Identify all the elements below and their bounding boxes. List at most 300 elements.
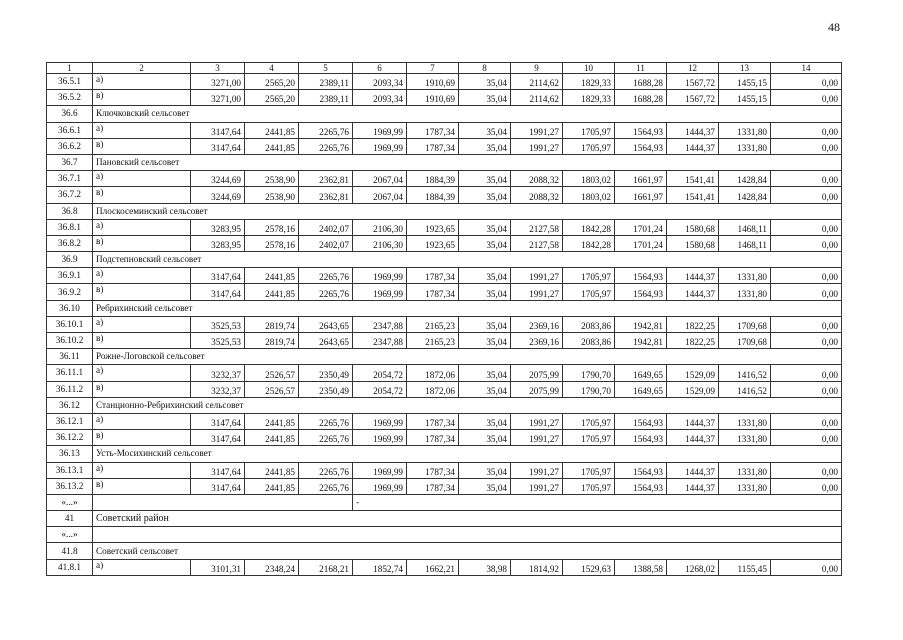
column-number: 13 — [719, 63, 771, 74]
row-subitem: в) — [93, 187, 191, 203]
value-cell: 1787,34 — [407, 122, 459, 138]
row-code: 36.8.2 — [47, 235, 93, 251]
value-cell: 1991,27 — [511, 462, 563, 478]
value-cell: 1705,97 — [563, 430, 615, 446]
value-cell: 1580,68 — [667, 235, 719, 251]
value-cell: 0,00 — [771, 430, 842, 446]
value-cell: 1969,99 — [353, 284, 407, 300]
table-row — [47, 187, 842, 203]
row-code: «...» — [47, 494, 93, 510]
value-cell: 1331,80 — [719, 478, 771, 494]
value-cell: 2389,11 — [299, 90, 353, 106]
value-cell: 1923,65 — [407, 235, 459, 251]
row-code: 36.7.2 — [47, 187, 93, 203]
value-cell: 2054,72 — [353, 381, 407, 397]
value-cell: 1787,34 — [407, 413, 459, 429]
value-cell: 35,04 — [459, 90, 511, 106]
value-cell: 2347,88 — [353, 316, 407, 332]
value-cell: 1331,80 — [719, 413, 771, 429]
value-cell: 3147,64 — [191, 268, 245, 284]
value-cell: 2578,16 — [245, 235, 299, 251]
row-subitem: в) — [93, 90, 191, 106]
value-cell: 3147,64 — [191, 138, 245, 154]
row-subitem: а) — [93, 219, 191, 235]
value-cell: 1388,58 — [615, 559, 667, 575]
table-row — [47, 138, 842, 154]
column-number: 1 — [47, 63, 93, 74]
row-subitem: а) — [93, 462, 191, 478]
value-cell: 2362,81 — [299, 171, 353, 187]
section-label: Станционно-Ребрихинский сельсовет — [93, 397, 842, 413]
value-cell: 1564,93 — [615, 478, 667, 494]
value-cell: 2265,76 — [299, 462, 353, 478]
value-cell: 1969,99 — [353, 462, 407, 478]
value-cell: 1331,80 — [719, 268, 771, 284]
value-cell: 0,00 — [771, 365, 842, 381]
value-cell: 1884,39 — [407, 171, 459, 187]
value-cell: 1268,02 — [667, 559, 719, 575]
value-cell: 2088,32 — [511, 187, 563, 203]
section-label: Ключковский сельсовет — [93, 106, 842, 122]
value-cell: 1842,28 — [563, 219, 615, 235]
value-cell: 3147,64 — [191, 122, 245, 138]
value-cell: 0,00 — [771, 381, 842, 397]
value-cell: 35,04 — [459, 365, 511, 381]
value-cell: 1787,34 — [407, 462, 459, 478]
value-cell: 1688,28 — [615, 74, 667, 90]
value-cell: 1529,63 — [563, 559, 615, 575]
table-row — [47, 268, 842, 284]
row-code: 36.13 — [47, 446, 93, 462]
value-cell: 1580,68 — [667, 219, 719, 235]
value-cell: 2402,07 — [299, 219, 353, 235]
table-row — [47, 219, 842, 235]
value-cell: 1564,93 — [615, 284, 667, 300]
value-cell: 1564,93 — [615, 430, 667, 446]
value-cell: 1872,06 — [407, 365, 459, 381]
value-cell: 1416,52 — [719, 381, 771, 397]
section-row — [47, 543, 842, 559]
section-label — [93, 494, 353, 510]
value-cell: 1468,11 — [719, 235, 771, 251]
column-number: 10 — [563, 63, 615, 74]
value-cell: 2075,99 — [511, 365, 563, 381]
value-cell: 1662,21 — [407, 559, 459, 575]
row-code: «...» — [47, 527, 93, 543]
value-cell: 1428,84 — [719, 187, 771, 203]
row-subitem: а) — [93, 365, 191, 381]
column-number: 7 — [407, 63, 459, 74]
row-code: 36.10.1 — [47, 316, 93, 332]
value-cell: 1991,27 — [511, 478, 563, 494]
value-cell: 1444,37 — [667, 138, 719, 154]
table-row — [47, 365, 842, 381]
section-row — [47, 397, 842, 413]
value-cell: 1709,68 — [719, 316, 771, 332]
value-cell: 2369,16 — [511, 316, 563, 332]
column-number-row — [47, 63, 842, 74]
value-cell: 1991,27 — [511, 430, 563, 446]
section-row — [47, 203, 842, 219]
value-cell: 1787,34 — [407, 284, 459, 300]
value-cell: 3525,53 — [191, 333, 245, 349]
value-cell: 1564,93 — [615, 122, 667, 138]
table-row — [47, 90, 842, 106]
row-code: 36.6.2 — [47, 138, 93, 154]
value-cell: 2114,62 — [511, 74, 563, 90]
value-cell: 1910,69 — [407, 90, 459, 106]
value-cell: 2538,90 — [245, 171, 299, 187]
section-row — [47, 252, 842, 268]
value-cell: 1991,27 — [511, 138, 563, 154]
column-number: 8 — [459, 63, 511, 74]
row-subitem: а) — [93, 316, 191, 332]
value-cell: 1705,97 — [563, 268, 615, 284]
value-cell: 0,00 — [771, 478, 842, 494]
section-label — [93, 527, 842, 543]
value-cell: 1814,92 — [511, 559, 563, 575]
value-cell: 1661,97 — [615, 171, 667, 187]
value-cell: 2441,85 — [245, 462, 299, 478]
value-cell: 2265,76 — [299, 268, 353, 284]
value-cell: 35,04 — [459, 74, 511, 90]
value-cell: 1803,02 — [563, 171, 615, 187]
row-subitem: в) — [93, 333, 191, 349]
value-cell: 3147,64 — [191, 478, 245, 494]
row-code: 36.11.1 — [47, 365, 93, 381]
value-cell: 2114,62 — [511, 90, 563, 106]
value-cell: 2362,81 — [299, 187, 353, 203]
row-code: 36.10 — [47, 300, 93, 316]
value-cell: 2643,65 — [299, 316, 353, 332]
value-cell: 1444,37 — [667, 284, 719, 300]
value-cell: 0,00 — [771, 316, 842, 332]
value-cell: 35,04 — [459, 333, 511, 349]
row-subitem: а) — [93, 268, 191, 284]
row-code: 36.11 — [47, 349, 93, 365]
value-cell: 2075,99 — [511, 381, 563, 397]
section-label: Ребрихинский сельсовет — [93, 300, 842, 316]
value-cell: 0,00 — [771, 284, 842, 300]
column-number: 3 — [191, 63, 245, 74]
value-cell: 1564,93 — [615, 462, 667, 478]
value-cell: 35,04 — [459, 122, 511, 138]
value-cell: 1567,72 — [667, 90, 719, 106]
table-row — [47, 413, 842, 429]
value-cell: 2088,32 — [511, 171, 563, 187]
value-cell: 1969,99 — [353, 122, 407, 138]
value-cell: 35,04 — [459, 430, 511, 446]
row-subitem: в) — [93, 430, 191, 446]
value-cell: 2538,90 — [245, 187, 299, 203]
value-cell: 2093,34 — [353, 74, 407, 90]
value-cell: 1649,65 — [615, 365, 667, 381]
row-code: 36.9.1 — [47, 268, 93, 284]
value-cell: 1688,28 — [615, 90, 667, 106]
value-cell: 2083,86 — [563, 333, 615, 349]
value-cell: 35,04 — [459, 316, 511, 332]
value-cell: 35,04 — [459, 462, 511, 478]
value-cell: 3147,64 — [191, 462, 245, 478]
column-number: 12 — [667, 63, 719, 74]
value-cell: 1155,45 — [719, 559, 771, 575]
value-cell: 1455,15 — [719, 74, 771, 90]
value-cell: 1564,93 — [615, 138, 667, 154]
table-row — [47, 478, 842, 494]
row-subitem: а) — [93, 171, 191, 187]
value-cell: 1701,24 — [615, 235, 667, 251]
section-label: Советский район — [93, 511, 842, 527]
value-cell: 1969,99 — [353, 430, 407, 446]
tariff-table — [46, 62, 842, 576]
column-number: 9 — [511, 63, 563, 74]
value-cell: 3147,64 — [191, 413, 245, 429]
value-cell: 2265,76 — [299, 430, 353, 446]
table-row — [47, 74, 842, 90]
value-cell: 1872,06 — [407, 381, 459, 397]
value-cell: 3283,95 — [191, 235, 245, 251]
value-cell: 2054,72 — [353, 365, 407, 381]
value-cell: 0,00 — [771, 138, 842, 154]
value-cell: 1444,37 — [667, 462, 719, 478]
value-cell: 3244,69 — [191, 171, 245, 187]
table-row — [47, 284, 842, 300]
value-cell: 35,04 — [459, 478, 511, 494]
value-cell: 3271,00 — [191, 90, 245, 106]
ellipsis-row — [47, 527, 842, 543]
value-cell: 1709,68 — [719, 333, 771, 349]
row-code: 41.8 — [47, 543, 93, 559]
value-cell: 1923,65 — [407, 219, 459, 235]
table-row — [47, 559, 842, 575]
value-cell: 2526,57 — [245, 381, 299, 397]
value-cell: 1991,27 — [511, 413, 563, 429]
value-cell: 0,00 — [771, 171, 842, 187]
value-cell: 1829,33 — [563, 90, 615, 106]
value-cell: 2565,20 — [245, 90, 299, 106]
value-cell: 3101,31 — [191, 559, 245, 575]
value-cell: 1416,52 — [719, 365, 771, 381]
row-code: 36.12.2 — [47, 430, 93, 446]
value-cell: 1331,80 — [719, 138, 771, 154]
row-code: 36.11.2 — [47, 381, 93, 397]
value-cell: 1942,81 — [615, 333, 667, 349]
row-subitem: в) — [93, 284, 191, 300]
value-cell: 2441,85 — [245, 284, 299, 300]
value-cell: 1444,37 — [667, 268, 719, 284]
value-cell: 1541,41 — [667, 171, 719, 187]
value-cell: 2441,85 — [245, 430, 299, 446]
value-cell: 3244,69 — [191, 187, 245, 203]
row-subitem: а) — [93, 74, 191, 90]
row-code: 36.7.1 — [47, 171, 93, 187]
value-cell: 3271,00 — [191, 74, 245, 90]
section-row — [47, 349, 842, 365]
value-cell: 1331,80 — [719, 462, 771, 478]
section-label: Усть-Мосихинский сельсовет — [93, 446, 842, 462]
value-cell: 1564,93 — [615, 268, 667, 284]
row-code: 36.9 — [47, 252, 93, 268]
value-cell: 3147,64 — [191, 284, 245, 300]
value-cell: 1842,28 — [563, 235, 615, 251]
ellipsis-row — [47, 494, 842, 510]
section-row — [47, 154, 842, 170]
value-cell: 3232,37 — [191, 365, 245, 381]
value-cell: 2350,49 — [299, 365, 353, 381]
value-cell: 2819,74 — [245, 333, 299, 349]
row-code: 36.6 — [47, 106, 93, 122]
column-number: 4 — [245, 63, 299, 74]
value-cell: 35,04 — [459, 413, 511, 429]
row-code: 36.12 — [47, 397, 93, 413]
value-cell: 1444,37 — [667, 430, 719, 446]
row-subitem: в) — [93, 381, 191, 397]
row-subitem: а) — [93, 559, 191, 575]
row-code: 36.5.2 — [47, 90, 93, 106]
value-cell: 1790,70 — [563, 365, 615, 381]
value-cell: 2402,07 — [299, 235, 353, 251]
value-cell: 1969,99 — [353, 138, 407, 154]
value-cell: 2441,85 — [245, 413, 299, 429]
value-cell: 3525,53 — [191, 316, 245, 332]
value-cell: 1787,34 — [407, 430, 459, 446]
section-label: Подстепновский сельсовет — [93, 252, 842, 268]
value-cell: 1705,97 — [563, 413, 615, 429]
row-code: 36.8 — [47, 203, 93, 219]
dash-mark: - — [353, 494, 842, 510]
value-cell: 2127,58 — [511, 235, 563, 251]
value-cell: 2168,21 — [299, 559, 353, 575]
value-cell: 2067,04 — [353, 171, 407, 187]
table-row — [47, 316, 842, 332]
row-code: 41 — [47, 511, 93, 527]
value-cell: 2093,34 — [353, 90, 407, 106]
column-number: 2 — [93, 63, 191, 74]
value-cell: 2265,76 — [299, 122, 353, 138]
value-cell: 2389,11 — [299, 74, 353, 90]
value-cell: 0,00 — [771, 235, 842, 251]
value-cell: 2441,85 — [245, 122, 299, 138]
table-row — [47, 122, 842, 138]
value-cell: 1567,72 — [667, 74, 719, 90]
value-cell: 1991,27 — [511, 284, 563, 300]
value-cell: 2265,76 — [299, 138, 353, 154]
table-row — [47, 430, 842, 446]
section-row — [47, 300, 842, 316]
value-cell: 1852,74 — [353, 559, 407, 575]
value-cell: 1884,39 — [407, 187, 459, 203]
table-row — [47, 333, 842, 349]
row-code: 36.13.1 — [47, 462, 93, 478]
value-cell: 1455,15 — [719, 90, 771, 106]
column-number: 5 — [299, 63, 353, 74]
value-cell: 1969,99 — [353, 413, 407, 429]
value-cell: 2127,58 — [511, 219, 563, 235]
value-cell: 0,00 — [771, 187, 842, 203]
value-cell: 1331,80 — [719, 122, 771, 138]
value-cell: 1705,97 — [563, 462, 615, 478]
row-code: 36.9.2 — [47, 284, 93, 300]
value-cell: 3147,64 — [191, 430, 245, 446]
value-cell: 1705,97 — [563, 478, 615, 494]
value-cell: 1969,99 — [353, 478, 407, 494]
value-cell: 1969,99 — [353, 268, 407, 284]
row-code: 36.8.1 — [47, 219, 93, 235]
row-subitem: в) — [93, 138, 191, 154]
value-cell: 0,00 — [771, 268, 842, 284]
value-cell: 1705,97 — [563, 122, 615, 138]
value-cell: 35,04 — [459, 268, 511, 284]
value-cell: 35,04 — [459, 381, 511, 397]
value-cell: 2526,57 — [245, 365, 299, 381]
column-number: 11 — [615, 63, 667, 74]
value-cell: 2067,04 — [353, 187, 407, 203]
value-cell: 2369,16 — [511, 333, 563, 349]
section-row — [47, 511, 842, 527]
value-cell: 35,04 — [459, 219, 511, 235]
value-cell: 2441,85 — [245, 478, 299, 494]
row-code: 36.10.2 — [47, 333, 93, 349]
row-code: 41.8.1 — [47, 559, 93, 575]
row-code: 36.6.1 — [47, 122, 93, 138]
value-cell: 2165,23 — [407, 333, 459, 349]
value-cell: 35,04 — [459, 171, 511, 187]
value-cell: 35,04 — [459, 138, 511, 154]
value-cell: 1529,09 — [667, 365, 719, 381]
value-cell: 2578,16 — [245, 219, 299, 235]
value-cell: 1541,41 — [667, 187, 719, 203]
section-row — [47, 106, 842, 122]
value-cell: 38,98 — [459, 559, 511, 575]
row-code: 36.13.2 — [47, 478, 93, 494]
section-label: Советский сельсовет — [93, 543, 842, 559]
value-cell: 2643,65 — [299, 333, 353, 349]
value-cell: 2348,24 — [245, 559, 299, 575]
value-cell: 0,00 — [771, 413, 842, 429]
value-cell: 1705,97 — [563, 138, 615, 154]
value-cell: 2441,85 — [245, 268, 299, 284]
page-number: 48 — [828, 20, 840, 34]
value-cell: 2819,74 — [245, 316, 299, 332]
value-cell: 1649,65 — [615, 381, 667, 397]
value-cell: 3232,37 — [191, 381, 245, 397]
value-cell: 1787,34 — [407, 268, 459, 284]
value-cell: 1564,93 — [615, 413, 667, 429]
value-cell: 1428,84 — [719, 171, 771, 187]
value-cell: 2083,86 — [563, 316, 615, 332]
value-cell: 2106,30 — [353, 219, 407, 235]
value-cell: 2347,88 — [353, 333, 407, 349]
row-subitem: в) — [93, 478, 191, 494]
value-cell: 1910,69 — [407, 74, 459, 90]
value-cell: 1705,97 — [563, 284, 615, 300]
value-cell: 2165,23 — [407, 316, 459, 332]
value-cell: 2565,20 — [245, 74, 299, 90]
value-cell: 1529,09 — [667, 381, 719, 397]
value-cell: 2265,76 — [299, 284, 353, 300]
value-cell: 2106,30 — [353, 235, 407, 251]
row-subitem: а) — [93, 413, 191, 429]
value-cell: 1822,25 — [667, 333, 719, 349]
value-cell: 0,00 — [771, 559, 842, 575]
section-label: Плоскосеминский сельсовет — [93, 203, 842, 219]
table-row — [47, 171, 842, 187]
value-cell: 0,00 — [771, 122, 842, 138]
value-cell: 35,04 — [459, 187, 511, 203]
section-row — [47, 446, 842, 462]
value-cell: 0,00 — [771, 462, 842, 478]
value-cell: 0,00 — [771, 74, 842, 90]
